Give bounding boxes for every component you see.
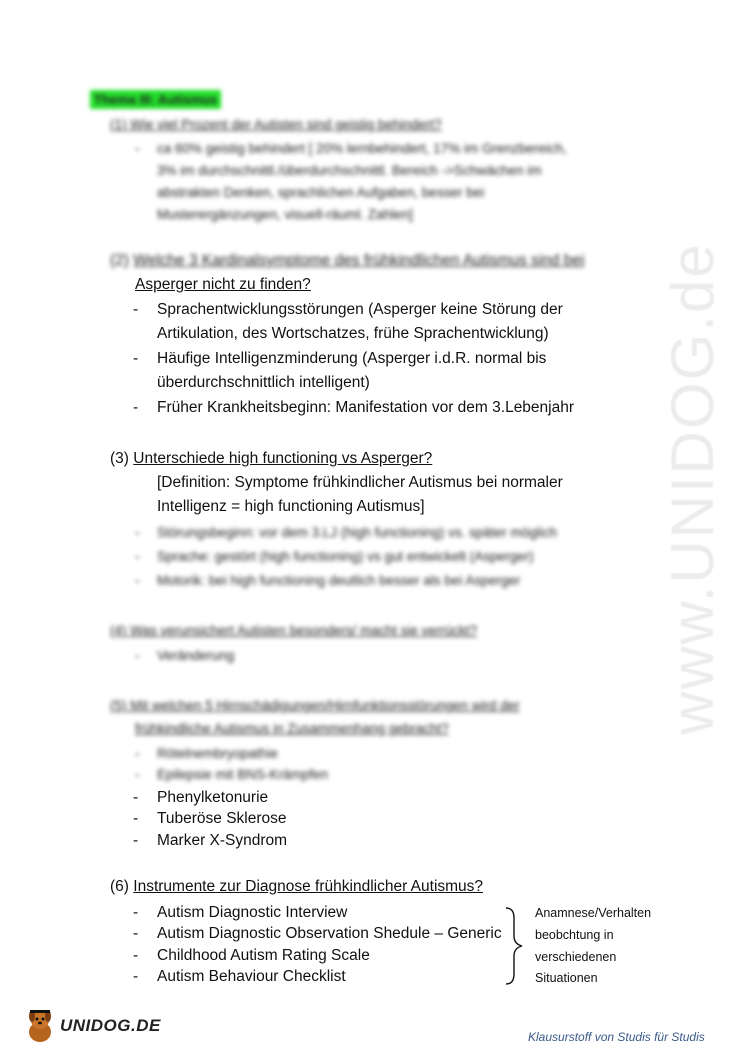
question-2: (2) Welche 3 Kardinalsymptome des frühkindlichen Autismus sind bei: [110, 252, 585, 269]
question-2-cont: Asperger nicht zu finden?: [135, 276, 311, 293]
curly-brace-icon: [500, 906, 530, 986]
question-6: (6) Instrumente zur Diagnose frühkindlicher Autismus?: [110, 878, 484, 895]
section-title: Thema III: Autismus: [90, 90, 221, 109]
question-4: (4) Was verunsichert Autisten besonders/ macht sie verrückt?: [110, 623, 478, 638]
dog-mascot-icon: [24, 1008, 56, 1044]
logo-text: UNIDOG.DE: [60, 1016, 161, 1035]
footer-tagline: Klausurstoff von Studis für Studis: [528, 1030, 705, 1044]
document-page: www.UNIDOG.de Thema III: Autismus (1) Wie viel Prozent der Autisten sind geistig behindert? - ca 60% geistig behindert [ 20% lernbehindert, 17% im Grenzbereich, 3% im durchschnittl./überdurchschnittl. Bereich ->Schwächen im abstrakten Denken, sprachlichen Aufgaben, besser bei Musterergänzungen, visuell-räuml. Zahlen] (2) Welche 3 Kardinalsymptome des frühkindlichen Autismus sind bei Asperger nicht zu finden? - Sprachentwicklungsstörungen (Asperger keine Störung der Artikulation, des Wortschatzes, frühe Sprachentwicklung) - Häufige Intelligenzminderung (Asperger i.d.R. normal bis überdurchschnittlich intelligent) - Früher Krankheitsbeginn: Manifestation vor dem 3.Lebenjahr (3) Unterschiede high functioning vs Asperger? [Definition: Symptome frühkindlicher Autismus bei normaler Intelligenz = high functioning Autismus] - Störungsbeginn: vor dem 3.LJ (high functioning) vs. später möglich - Sprache: gestört (high functioning) vs gut entwickelt (Asperger) - Motorik: bei high functioning deutlich besser als bei Asperger (4) Was verunsichert Autisten besonders/ macht sie verrückt? - Veränderung (5) Mit welchen 5 Hirnschädigungen/Hirnfunktionsstörungen wird der frühkindliche Autismus in Zusammenhang gebracht? - Rötelnembryopathie - Epilepsie mit BNS-Krämpfen - Phenylketonurie - Tuberöse Sklerose - Marker X-Syndrom (6) Instrumente zur Diagnose frühkindlicher Autismus? - Autism Diagnostic Interview - Autism Diagnostic Observation Shedule – Generic - Childhood Autism Rating Scale - Autism Behaviour Checklist Anamnese/Verhalten beobchtung in verschiedenen Situationen UNIDOG.DE Klausurstoff von Studis für Studis: [0, 0, 750, 1059]
watermark: www.UNIDOG.de: [659, 242, 726, 735]
question-1: (1) Wie viel Prozent der Autisten sind geistig behindert?: [110, 117, 442, 132]
footer-logo: [24, 1008, 161, 1044]
question-3: (3) Unterschiede high functioning vs Asperger?: [110, 450, 433, 467]
